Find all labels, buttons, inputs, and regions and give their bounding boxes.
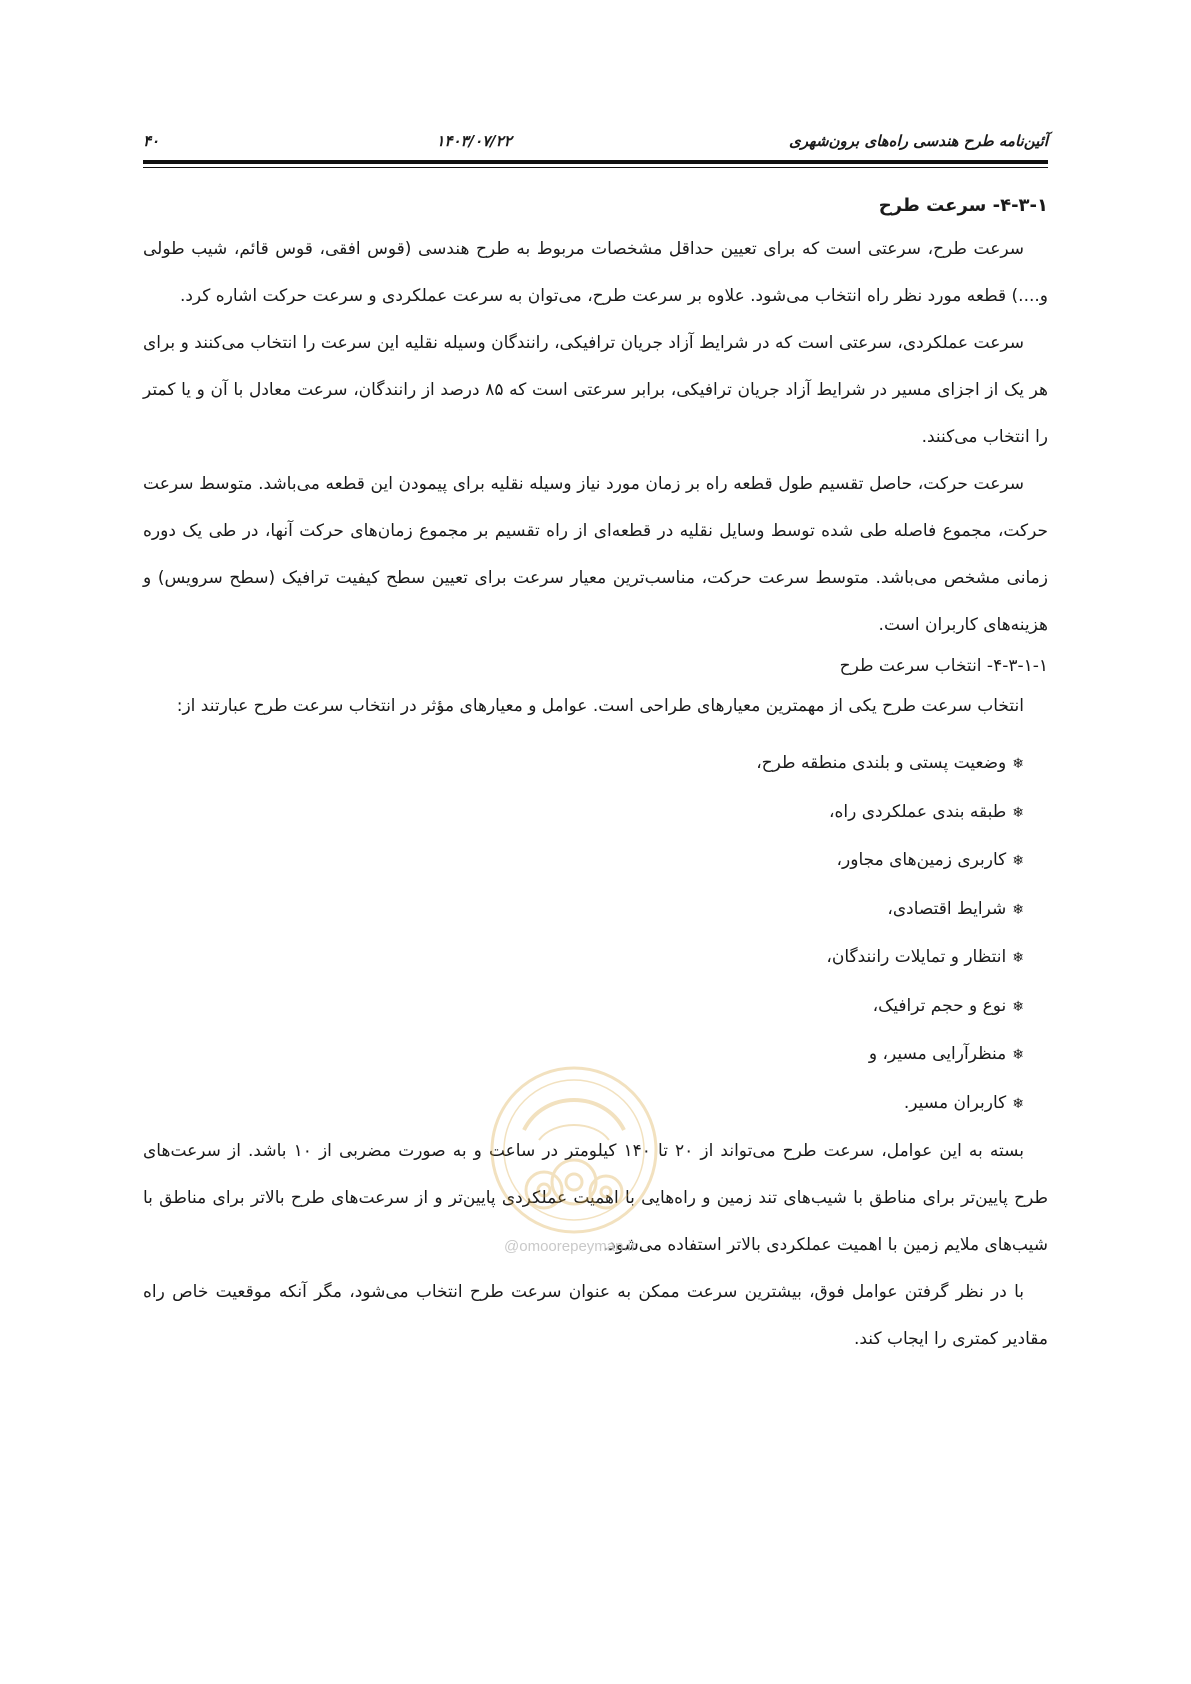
snowflake-icon: ❄ <box>1012 756 1024 772</box>
section-heading: ۴-۳-۱- سرعت طرح <box>878 195 1048 216</box>
header-rule-thick <box>143 160 1048 164</box>
snowflake-icon: ❄ <box>1012 853 1024 869</box>
list-item: ❄شرایط اقتصادی، <box>887 898 1024 919</box>
paragraph-conclusion: با در نظر گرفتن عوامل فوق، بیشترین سرعت ممکن به عنوان سرعت طرح انتخاب می‌شود، مگر آنکه موقعیت خاص راه مقادیر کمتری را ایجاب کند. <box>143 1282 1048 1349</box>
list-item: ❄طبقه بندی عملکردی راه، <box>829 801 1024 822</box>
list-item: ❄انتظار و تمایلات رانندگان، <box>826 947 1024 967</box>
list-item: ❄منظرآرایی مسیر، و <box>868 1044 1024 1064</box>
paragraph-design-speed: سرعت طرح، سرعتی است که برای تعیین حداقل مشخصات مربوط به طرح هندسی (قوس افقی، قوس قائم، شیب طولی و....) قطعه مورد نظر راه انتخاب می‌شود. علاوه بر سرعت طرح، می‌توان به سرعت عملکردی و سرعت حرکت اشاره کرد. <box>143 239 1048 306</box>
paragraph-operating-speed: سرعت عملکردی، سرعتی است که در شرایط آزاد جریان ترافیکی، رانندگان وسیله نقلیه این سرعت را انتخاب می‌کنند و برای هر یک از اجزای مسیر در شرایط آزاد جریان ترافیکی، برابر سرعتی است که ۸۵ درصد از رانندگان، سرعت معادل با آن و یا کمتر را انتخاب می‌کنند. <box>143 333 1048 447</box>
snowflake-icon: ❄ <box>1012 950 1024 966</box>
page-number: ۴۰ <box>143 132 160 150</box>
snowflake-icon: ❄ <box>1012 901 1024 918</box>
watermark-handle: @omoorepeyman.ir <box>504 1238 636 1255</box>
snowflake-icon: ❄ <box>1012 998 1024 1015</box>
paragraph-speed-range: بسته به این عوامل، سرعت طرح می‌تواند از ۲۰ تا ۱۴۰ کیلومتر در ساعت و به صورت مضربی از ۱۰ باشد. از سرعت‌های طرح پایین‌تر برای مناطق با شیب‌های تند زمین و راه‌هایی با اهمیت عملکردی پایین‌تر و از سرعت‌های طرح بالاتر برای مناطق با شیب‌های ملایم زمین با اهمیت عملکردی بالاتر استفاده می‌شود. <box>143 1141 1048 1255</box>
header-rule-thin <box>143 167 1048 168</box>
list-item: ❄وضعیت پستی و بلندی منطقه طرح، <box>756 753 1024 773</box>
snowflake-icon: ❄ <box>1012 1095 1024 1112</box>
document-title: آئین‌نامه طرح هندسی راه‌های برون‌شهری <box>789 132 1048 150</box>
subsection-heading: ۴-۳-۱-۱- انتخاب سرعت طرح <box>839 656 1048 676</box>
paragraph-selection-intro: انتخاب سرعت طرح یکی از مهمترین معیارهای طراحی است. عوامل و معیارهای مؤثر در انتخاب سرعت طرح عبارتند از: <box>176 696 1024 716</box>
running-header <box>143 126 1048 156</box>
document-date: ۱۴۰۳/۰۷/۲۲ <box>436 132 512 150</box>
list-item: ❄نوع و حجم ترافیک، <box>872 995 1024 1016</box>
paragraph-running-speed: سرعت حرکت، حاصل تقسیم طول قطعه راه بر زمان مورد نیاز وسیله نقلیه برای پیمودن این قطعه می‌باشد. متوسط سرعت حرکت، مجموع فاصله طی شده توسط وسایل نقلیه در قطعه‌ای از راه تقسیم بر مجموع زمان‌های حرکت آنها، در طی یک دوره زمانی مشخص می‌باشد. متوسط سرعت حرکت، مناسب‌ترین معیار سرعت برای تعیین سطح کیفیت ترافیک (سطح سرویس) و هزینه‌های کاربران است. <box>143 474 1048 635</box>
list-item: ❄کاربران مسیر. <box>903 1092 1024 1113</box>
list-item: ❄کاربری زمین‌های مجاور، <box>836 850 1024 870</box>
snowflake-icon: ❄ <box>1012 804 1024 821</box>
watermark-seal-icon <box>484 1060 664 1240</box>
snowflake-icon: ❄ <box>1012 1047 1024 1063</box>
